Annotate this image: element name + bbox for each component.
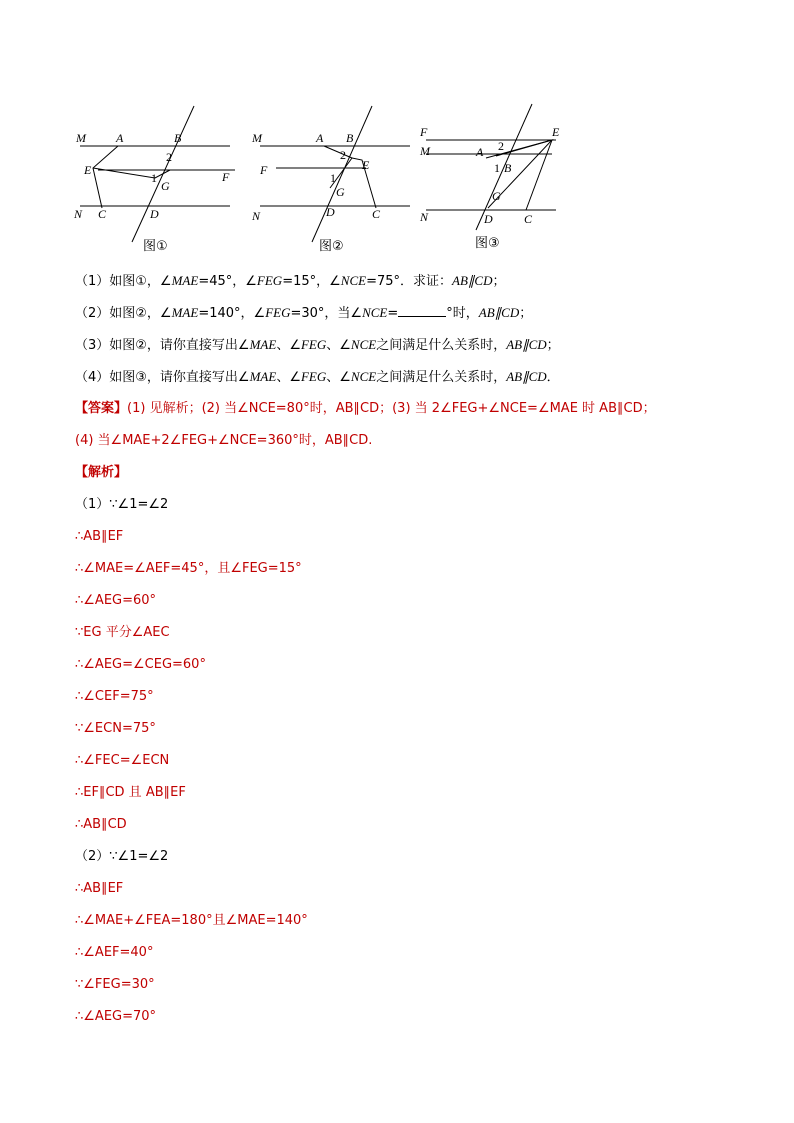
fig3-label-F: F bbox=[420, 125, 428, 139]
fig1-label-E: E bbox=[84, 163, 92, 177]
fig2-label-F: F bbox=[260, 163, 268, 177]
analysis-step: ∴∠MAE+∠FEA=180°且∠MAE=140° bbox=[75, 913, 308, 928]
fig2-label-N: N bbox=[252, 209, 261, 223]
fig3-label-D: D bbox=[484, 212, 493, 226]
figure-row bbox=[60, 100, 580, 260]
answer-text-1: (1) 见解析；(2) 当∠NCE=80°时，AB∥CD；(3) 当 2∠FEG+∠NCE=∠MAE 时 AB∥CD； bbox=[127, 401, 656, 416]
fig1-label-G: G bbox=[161, 179, 170, 193]
question-3: （3）如图②，请你直接写出∠MAE、∠FEG、∠NCE之间满足什么关系时，AB∥CD； bbox=[75, 337, 560, 353]
figure-3-diagram bbox=[412, 100, 592, 260]
question-2: （2）如图②，∠MAE=140°，∠FEG=30°，当∠NCE= °时，AB∥CD； bbox=[75, 305, 533, 321]
fig3-label-N: N bbox=[420, 210, 429, 224]
fig1-label-N: N bbox=[74, 207, 83, 221]
analysis-step: ∵∠ECN=75° bbox=[75, 721, 156, 736]
question-4: （4）如图③，请你直接写出∠MAE、∠FEG、∠NCE之间满足什么关系时，AB∥CD． bbox=[75, 369, 560, 385]
fig3-label-B: B bbox=[504, 161, 512, 175]
fig3-label-1: 1 bbox=[494, 161, 500, 175]
analysis-step: ∴EF∥CD 且 AB∥EF bbox=[75, 785, 186, 800]
analysis-step: ∴∠FEC=∠ECN bbox=[75, 753, 170, 768]
answer-blank[interactable] bbox=[398, 304, 446, 317]
figure-3-caption: 图③ bbox=[475, 236, 500, 251]
figure-1-caption: 图① bbox=[143, 239, 168, 254]
analysis-step: ∵∠FEG=30° bbox=[75, 977, 155, 992]
analysis-step: （2）∵∠1=∠2 bbox=[75, 849, 169, 864]
analysis-step: ∵EG 平分∠AEC bbox=[75, 625, 170, 640]
fig2-label-2: 2 bbox=[340, 148, 346, 162]
fig2-label-G: G bbox=[336, 185, 345, 199]
fig2-label-D: D bbox=[326, 205, 335, 219]
fig3-label-E: E bbox=[552, 125, 560, 139]
fig1-label-B: B bbox=[174, 131, 182, 145]
fig1-label-M: M bbox=[76, 131, 86, 145]
fig1-label-2: 2 bbox=[166, 150, 172, 164]
fig1-label-C: C bbox=[98, 207, 107, 221]
analysis-step: ∴AB∥EF bbox=[75, 529, 124, 544]
fig1-label-D: D bbox=[150, 207, 159, 221]
fig2-label-A: A bbox=[316, 131, 324, 145]
question-1: （1）如图①，∠MAE=45°，∠FEG=15°，∠NCE=75°．求证：AB∥CD； bbox=[75, 273, 506, 289]
answer-label: 【答案】 bbox=[75, 401, 128, 416]
fig2-label-B: B bbox=[346, 131, 354, 145]
fig2-label-C: C bbox=[372, 207, 381, 221]
fig2-label-1: 1 bbox=[330, 171, 336, 185]
analysis-step: ∴∠AEG=70° bbox=[75, 1009, 157, 1024]
analysis-step: ∴∠CEF=75° bbox=[75, 689, 154, 704]
analysis-step: （1）∵∠1=∠2 bbox=[75, 497, 169, 512]
fig3-label-G: G bbox=[492, 189, 501, 203]
analysis-step: ∴∠MAE=∠AEF=45°，且∠FEG=15° bbox=[75, 561, 302, 576]
analysis-step: ∴AB∥CD bbox=[75, 817, 127, 832]
fig3-label-M: M bbox=[420, 144, 430, 158]
fig1-label-1: 1 bbox=[151, 171, 157, 185]
analysis-step: ∴AB∥EF bbox=[75, 881, 124, 896]
fig1-label-F: F bbox=[222, 170, 230, 184]
answer-line-2: (4) 当∠MAE+2∠FEG+∠NCE=360°时，AB∥CD. bbox=[75, 433, 373, 448]
analysis-step: ∴∠AEG=60° bbox=[75, 593, 157, 608]
fig2-label-M: M bbox=[252, 131, 262, 145]
fig1-label-A: A bbox=[116, 131, 124, 145]
fig2-label-E: E bbox=[362, 158, 370, 172]
fig3-label-A: A bbox=[476, 145, 484, 159]
fig3-label-C: C bbox=[524, 212, 533, 226]
analysis-label: 【解析】 bbox=[75, 465, 128, 480]
fig3-label-2: 2 bbox=[498, 139, 504, 153]
answer-line-1 bbox=[75, 400, 656, 418]
figure-2-caption: 图② bbox=[319, 239, 344, 254]
analysis-step: ∴∠AEF=40° bbox=[75, 945, 154, 960]
analysis-step: ∴∠AEG=∠CEG=60° bbox=[75, 657, 206, 672]
